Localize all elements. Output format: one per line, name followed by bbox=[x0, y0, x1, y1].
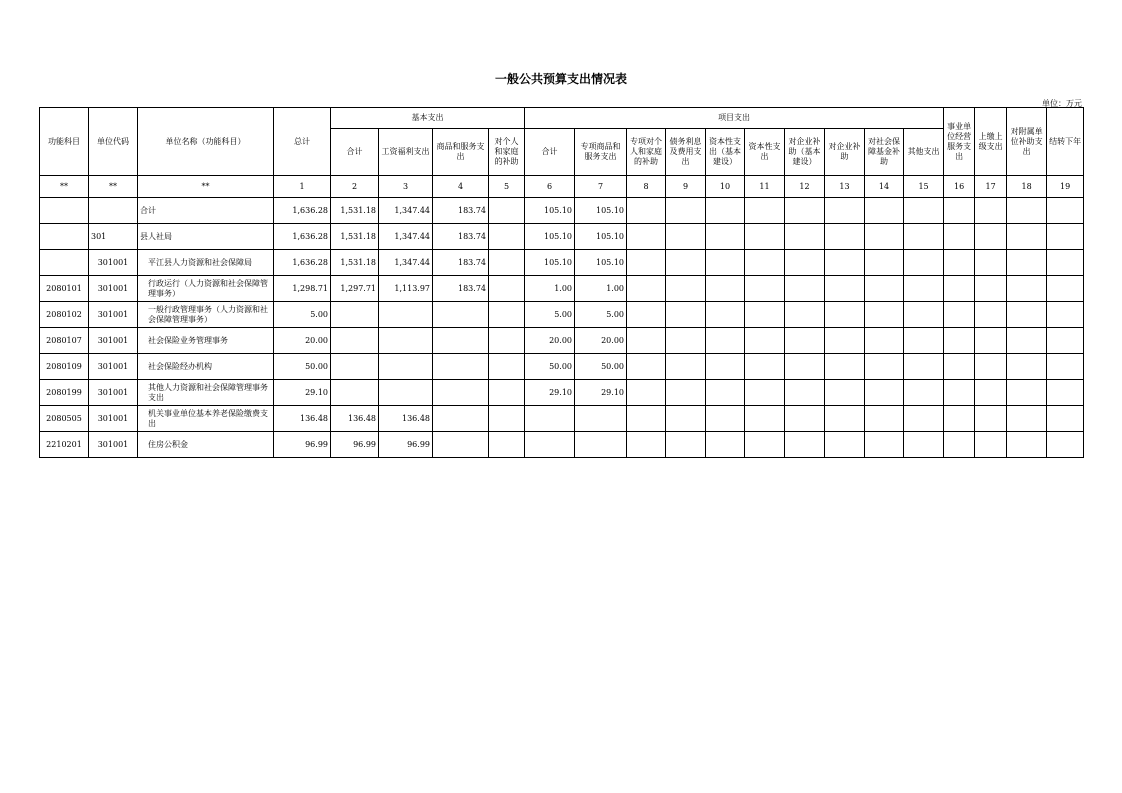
func-subject-cell bbox=[40, 224, 89, 250]
basic-total-cell: 1,531.18 bbox=[331, 198, 379, 224]
empty-cell bbox=[825, 198, 865, 224]
goods-services-cell: 183.74 bbox=[433, 198, 489, 224]
empty-cell bbox=[627, 250, 666, 276]
salary-cell bbox=[379, 380, 433, 406]
empty-cell bbox=[745, 302, 785, 328]
empty-cell bbox=[865, 328, 904, 354]
index-cell: 2 bbox=[331, 176, 379, 198]
empty-cell bbox=[627, 380, 666, 406]
basic-total-cell bbox=[331, 302, 379, 328]
empty-cell bbox=[706, 302, 745, 328]
empty-cell bbox=[706, 276, 745, 302]
index-cell: 13 bbox=[825, 176, 865, 198]
empty-cell bbox=[904, 432, 944, 458]
index-cell: 16 bbox=[944, 176, 975, 198]
unit-code-cell: 301001 bbox=[89, 328, 138, 354]
empty-cell bbox=[975, 380, 1007, 406]
index-cell: 5 bbox=[489, 176, 525, 198]
empty-cell bbox=[944, 328, 975, 354]
empty-cell bbox=[904, 250, 944, 276]
empty-cell bbox=[666, 354, 706, 380]
empty-cell bbox=[1007, 250, 1047, 276]
unit-code-cell: 301001 bbox=[89, 250, 138, 276]
index-cell: 6 bbox=[525, 176, 575, 198]
empty-cell bbox=[904, 302, 944, 328]
empty-cell bbox=[745, 198, 785, 224]
empty-cell bbox=[1047, 380, 1084, 406]
table-row bbox=[40, 380, 1084, 406]
empty-cell bbox=[944, 354, 975, 380]
special-goods-cell: 105.10 bbox=[575, 198, 627, 224]
empty-cell bbox=[865, 276, 904, 302]
index-cell: 19 bbox=[1047, 176, 1084, 198]
header-func-subject: 功能科目 bbox=[40, 108, 89, 176]
empty-cell bbox=[975, 198, 1007, 224]
header-project-expenditure: 项目支出 bbox=[525, 108, 944, 129]
header-special-personal: 专项对个人和家庭的补助 bbox=[627, 129, 666, 176]
empty-cell bbox=[944, 276, 975, 302]
salary-cell: 1,347.44 bbox=[379, 198, 433, 224]
empty-cell bbox=[975, 302, 1007, 328]
func-subject-cell: 2080107 bbox=[40, 328, 89, 354]
empty-cell bbox=[785, 302, 825, 328]
func-subject-cell bbox=[40, 250, 89, 276]
empty-cell bbox=[627, 302, 666, 328]
project-total-cell: 105.10 bbox=[525, 198, 575, 224]
personal-subsidy-cell bbox=[489, 328, 525, 354]
empty-cell bbox=[975, 354, 1007, 380]
total-cell: 1,636.28 bbox=[274, 224, 331, 250]
personal-subsidy-cell bbox=[489, 354, 525, 380]
table-row bbox=[40, 406, 1084, 432]
empty-cell bbox=[1047, 406, 1084, 432]
index-cell: 1 bbox=[274, 176, 331, 198]
project-total-cell bbox=[525, 432, 575, 458]
unit-name-cell: 住房公积金 bbox=[138, 432, 274, 458]
goods-services-cell bbox=[433, 328, 489, 354]
empty-cell bbox=[975, 406, 1007, 432]
page-title: 一般公共预算支出情况表 bbox=[494, 72, 627, 86]
header-unit-code: 单位代码 bbox=[89, 108, 138, 176]
total-cell: 96.99 bbox=[274, 432, 331, 458]
empty-cell bbox=[1007, 432, 1047, 458]
total-cell: 29.10 bbox=[274, 380, 331, 406]
header-other: 其他支出 bbox=[904, 129, 944, 176]
header-salary: 工资福利支出 bbox=[379, 129, 433, 176]
header-basic-expenditure: 基本支出 bbox=[331, 108, 525, 129]
special-goods-cell: 105.10 bbox=[575, 224, 627, 250]
special-goods-cell: 29.10 bbox=[575, 380, 627, 406]
index-cell: 12 bbox=[785, 176, 825, 198]
empty-cell bbox=[944, 250, 975, 276]
func-subject-cell: 2080102 bbox=[40, 302, 89, 328]
empty-cell bbox=[1007, 302, 1047, 328]
empty-cell bbox=[706, 328, 745, 354]
index-cell: 14 bbox=[865, 176, 904, 198]
salary-cell bbox=[379, 302, 433, 328]
func-subject-cell: 2080199 bbox=[40, 380, 89, 406]
empty-cell bbox=[666, 432, 706, 458]
unit-name-cell: 一般行政管理事务（人力资源和社会保障管理事务） bbox=[138, 302, 274, 328]
table-row bbox=[40, 354, 1084, 380]
table-row bbox=[40, 250, 1084, 276]
header-enterprise: 对企业补助 bbox=[825, 129, 865, 176]
special-goods-cell bbox=[575, 432, 627, 458]
empty-cell bbox=[825, 276, 865, 302]
project-total-cell: 105.10 bbox=[525, 224, 575, 250]
empty-cell bbox=[1047, 276, 1084, 302]
empty-cell bbox=[944, 224, 975, 250]
personal-subsidy-cell bbox=[489, 198, 525, 224]
project-total-cell: 50.00 bbox=[525, 354, 575, 380]
empty-cell bbox=[785, 250, 825, 276]
table-row bbox=[40, 328, 1084, 354]
index-cell: 18 bbox=[1007, 176, 1047, 198]
header-capital: 资本性支出 bbox=[745, 129, 785, 176]
basic-total-cell: 96.99 bbox=[331, 432, 379, 458]
empty-cell bbox=[825, 250, 865, 276]
salary-cell: 1,113.97 bbox=[379, 276, 433, 302]
empty-cell bbox=[825, 354, 865, 380]
project-total-cell: 5.00 bbox=[525, 302, 575, 328]
empty-cell bbox=[706, 432, 745, 458]
index-cell: 8 bbox=[627, 176, 666, 198]
empty-cell bbox=[944, 198, 975, 224]
empty-cell bbox=[944, 302, 975, 328]
unit-name-cell: 其他人力资源和社会保障管理事务支出 bbox=[138, 380, 274, 406]
header-basic-total: 合计 bbox=[331, 129, 379, 176]
empty-cell bbox=[745, 380, 785, 406]
empty-cell bbox=[785, 380, 825, 406]
basic-total-cell bbox=[331, 354, 379, 380]
project-total-cell: 105.10 bbox=[525, 250, 575, 276]
personal-subsidy-cell bbox=[489, 224, 525, 250]
total-cell: 20.00 bbox=[274, 328, 331, 354]
unit-name-cell: 合计 bbox=[138, 198, 274, 224]
empty-cell bbox=[745, 354, 785, 380]
header-unit-name: 单位名称（功能科目） bbox=[138, 108, 274, 176]
salary-cell bbox=[379, 354, 433, 380]
empty-cell bbox=[865, 224, 904, 250]
empty-cell bbox=[627, 328, 666, 354]
index-cell: ** bbox=[138, 176, 274, 198]
empty-cell bbox=[865, 302, 904, 328]
personal-subsidy-cell bbox=[489, 250, 525, 276]
empty-cell bbox=[706, 406, 745, 432]
unit-code-cell: 301 bbox=[89, 224, 138, 250]
empty-cell bbox=[904, 276, 944, 302]
empty-cell bbox=[1047, 198, 1084, 224]
empty-cell bbox=[944, 406, 975, 432]
empty-cell bbox=[825, 224, 865, 250]
empty-cell bbox=[745, 406, 785, 432]
empty-cell bbox=[904, 380, 944, 406]
empty-cell bbox=[975, 432, 1007, 458]
func-subject-cell: 2210201 bbox=[40, 432, 89, 458]
empty-cell bbox=[627, 432, 666, 458]
empty-cell bbox=[745, 328, 785, 354]
basic-total-cell bbox=[331, 380, 379, 406]
project-total-cell: 1.00 bbox=[525, 276, 575, 302]
header-public-institution: 事业单位经营服务支出 bbox=[944, 108, 975, 176]
index-cell: ** bbox=[40, 176, 89, 198]
empty-cell bbox=[944, 380, 975, 406]
index-cell: 11 bbox=[745, 176, 785, 198]
header-personal-subsidy: 对个人和家庭的补助 bbox=[489, 129, 525, 176]
table-body bbox=[40, 198, 1084, 458]
empty-cell bbox=[825, 406, 865, 432]
salary-cell: 1,347.44 bbox=[379, 250, 433, 276]
total-cell: 136.48 bbox=[274, 406, 331, 432]
header-social-fund: 对社会保障基金补助 bbox=[865, 129, 904, 176]
personal-subsidy-cell bbox=[489, 302, 525, 328]
special-goods-cell: 105.10 bbox=[575, 250, 627, 276]
unit-name-cell: 行政运行（人力资源和社会保障管理事务） bbox=[138, 276, 274, 302]
empty-cell bbox=[745, 432, 785, 458]
empty-cell bbox=[1047, 224, 1084, 250]
table-row bbox=[40, 276, 1084, 302]
empty-cell bbox=[975, 276, 1007, 302]
header-total: 总计 bbox=[274, 108, 331, 176]
unit-code-cell bbox=[89, 198, 138, 224]
empty-cell bbox=[865, 354, 904, 380]
goods-services-cell bbox=[433, 354, 489, 380]
header-project-total: 合计 bbox=[525, 129, 575, 176]
unit-code-cell: 301001 bbox=[89, 406, 138, 432]
empty-cell bbox=[666, 250, 706, 276]
total-cell: 1,636.28 bbox=[274, 250, 331, 276]
salary-cell: 136.48 bbox=[379, 406, 433, 432]
total-cell: 1,298.71 bbox=[274, 276, 331, 302]
unit-code-cell: 301001 bbox=[89, 276, 138, 302]
empty-cell bbox=[745, 276, 785, 302]
basic-total-cell: 1,297.71 bbox=[331, 276, 379, 302]
empty-cell bbox=[706, 198, 745, 224]
empty-cell bbox=[904, 328, 944, 354]
goods-services-cell bbox=[433, 406, 489, 432]
empty-cell bbox=[865, 432, 904, 458]
personal-subsidy-cell bbox=[489, 406, 525, 432]
total-cell: 50.00 bbox=[274, 354, 331, 380]
index-cell: 9 bbox=[666, 176, 706, 198]
empty-cell bbox=[904, 354, 944, 380]
project-total-cell bbox=[525, 406, 575, 432]
empty-cell bbox=[975, 328, 1007, 354]
empty-cell bbox=[865, 250, 904, 276]
project-total-cell: 29.10 bbox=[525, 380, 575, 406]
empty-cell bbox=[1047, 328, 1084, 354]
goods-services-cell bbox=[433, 302, 489, 328]
empty-cell bbox=[1007, 354, 1047, 380]
index-cell: 7 bbox=[575, 176, 627, 198]
personal-subsidy-cell bbox=[489, 380, 525, 406]
empty-cell bbox=[1007, 328, 1047, 354]
empty-cell bbox=[975, 250, 1007, 276]
unit-name-cell: 社会保险经办机构 bbox=[138, 354, 274, 380]
empty-cell bbox=[666, 380, 706, 406]
empty-cell bbox=[745, 250, 785, 276]
basic-total-cell bbox=[331, 328, 379, 354]
index-row bbox=[40, 176, 1084, 198]
empty-cell bbox=[785, 198, 825, 224]
table-row bbox=[40, 198, 1084, 224]
basic-total-cell: 1,531.18 bbox=[331, 250, 379, 276]
goods-services-cell: 183.74 bbox=[433, 250, 489, 276]
empty-cell bbox=[1007, 276, 1047, 302]
header-goods-services: 商品和服务支出 bbox=[433, 129, 489, 176]
unit-code-cell: 301001 bbox=[89, 432, 138, 458]
empty-cell bbox=[785, 354, 825, 380]
func-subject-cell: 2080109 bbox=[40, 354, 89, 380]
empty-cell bbox=[1047, 302, 1084, 328]
empty-cell bbox=[785, 406, 825, 432]
empty-cell bbox=[1047, 250, 1084, 276]
index-cell: 4 bbox=[433, 176, 489, 198]
empty-cell bbox=[785, 224, 825, 250]
unit-label: 单位：万元 bbox=[1042, 99, 1082, 108]
special-goods-cell: 20.00 bbox=[575, 328, 627, 354]
total-cell: 5.00 bbox=[274, 302, 331, 328]
empty-cell bbox=[1007, 380, 1047, 406]
header-enterprise-build: 对企业补助（基本建设） bbox=[785, 129, 825, 176]
empty-cell bbox=[785, 328, 825, 354]
empty-cell bbox=[944, 432, 975, 458]
empty-cell bbox=[1047, 432, 1084, 458]
empty-cell bbox=[666, 328, 706, 354]
empty-cell bbox=[865, 380, 904, 406]
empty-cell bbox=[627, 354, 666, 380]
empty-cell bbox=[785, 276, 825, 302]
empty-cell bbox=[706, 250, 745, 276]
table-row bbox=[40, 432, 1084, 458]
empty-cell bbox=[666, 302, 706, 328]
unit-name-cell: 社会保险业务管理事务 bbox=[138, 328, 274, 354]
goods-services-cell: 183.74 bbox=[433, 276, 489, 302]
special-goods-cell bbox=[575, 406, 627, 432]
salary-cell bbox=[379, 328, 433, 354]
total-cell: 1,636.28 bbox=[274, 198, 331, 224]
table-row bbox=[40, 302, 1084, 328]
table-row bbox=[40, 224, 1084, 250]
empty-cell bbox=[706, 354, 745, 380]
empty-cell bbox=[666, 276, 706, 302]
empty-cell bbox=[627, 406, 666, 432]
empty-cell bbox=[706, 224, 745, 250]
empty-cell bbox=[1007, 406, 1047, 432]
empty-cell bbox=[627, 224, 666, 250]
empty-cell bbox=[1007, 198, 1047, 224]
index-cell: 3 bbox=[379, 176, 433, 198]
empty-cell bbox=[825, 432, 865, 458]
salary-cell: 96.99 bbox=[379, 432, 433, 458]
index-cell: 10 bbox=[706, 176, 745, 198]
unit-name-cell: 机关事业单位基本养老保险缴费支出 bbox=[138, 406, 274, 432]
empty-cell bbox=[865, 198, 904, 224]
empty-cell bbox=[865, 406, 904, 432]
empty-cell bbox=[904, 224, 944, 250]
empty-cell bbox=[904, 198, 944, 224]
header-capital-build: 资本性支出（基本建设） bbox=[706, 129, 745, 176]
func-subject-cell bbox=[40, 198, 89, 224]
empty-cell bbox=[666, 198, 706, 224]
unit-name-cell: 县人社局 bbox=[138, 224, 274, 250]
empty-cell bbox=[825, 380, 865, 406]
empty-cell bbox=[666, 224, 706, 250]
unit-code-cell: 301001 bbox=[89, 302, 138, 328]
empty-cell bbox=[627, 198, 666, 224]
header-to-subordinate: 对附属单位补助支出 bbox=[1007, 108, 1047, 176]
project-total-cell: 20.00 bbox=[525, 328, 575, 354]
index-cell: 15 bbox=[904, 176, 944, 198]
empty-cell bbox=[825, 302, 865, 328]
header-carryover: 结转下年 bbox=[1047, 108, 1084, 176]
goods-services-cell bbox=[433, 380, 489, 406]
empty-cell bbox=[627, 276, 666, 302]
unit-code-cell: 301001 bbox=[89, 380, 138, 406]
budget-table bbox=[39, 107, 1084, 458]
header-to-upper: 上缴上级支出 bbox=[975, 108, 1007, 176]
salary-cell: 1,347.44 bbox=[379, 224, 433, 250]
goods-services-cell: 183.74 bbox=[433, 224, 489, 250]
index-cell: ** bbox=[89, 176, 138, 198]
func-subject-cell: 2080505 bbox=[40, 406, 89, 432]
basic-total-cell: 136.48 bbox=[331, 406, 379, 432]
empty-cell bbox=[745, 224, 785, 250]
special-goods-cell: 1.00 bbox=[575, 276, 627, 302]
special-goods-cell: 5.00 bbox=[575, 302, 627, 328]
basic-total-cell: 1,531.18 bbox=[331, 224, 379, 250]
empty-cell bbox=[904, 406, 944, 432]
goods-services-cell bbox=[433, 432, 489, 458]
empty-cell bbox=[1007, 224, 1047, 250]
unit-code-cell: 301001 bbox=[89, 354, 138, 380]
func-subject-cell: 2080101 bbox=[40, 276, 89, 302]
index-cell: 17 bbox=[975, 176, 1007, 198]
empty-cell bbox=[706, 380, 745, 406]
empty-cell bbox=[1047, 354, 1084, 380]
special-goods-cell: 50.00 bbox=[575, 354, 627, 380]
empty-cell bbox=[785, 432, 825, 458]
header-special-goods: 专项商品和服务支出 bbox=[575, 129, 627, 176]
empty-cell bbox=[825, 328, 865, 354]
unit-name-cell: 平江县人力资源和社会保障局 bbox=[138, 250, 274, 276]
personal-subsidy-cell bbox=[489, 276, 525, 302]
empty-cell bbox=[975, 224, 1007, 250]
empty-cell bbox=[666, 406, 706, 432]
header-debt-interest: 债务利息及费用支出 bbox=[666, 129, 706, 176]
personal-subsidy-cell bbox=[489, 432, 525, 458]
